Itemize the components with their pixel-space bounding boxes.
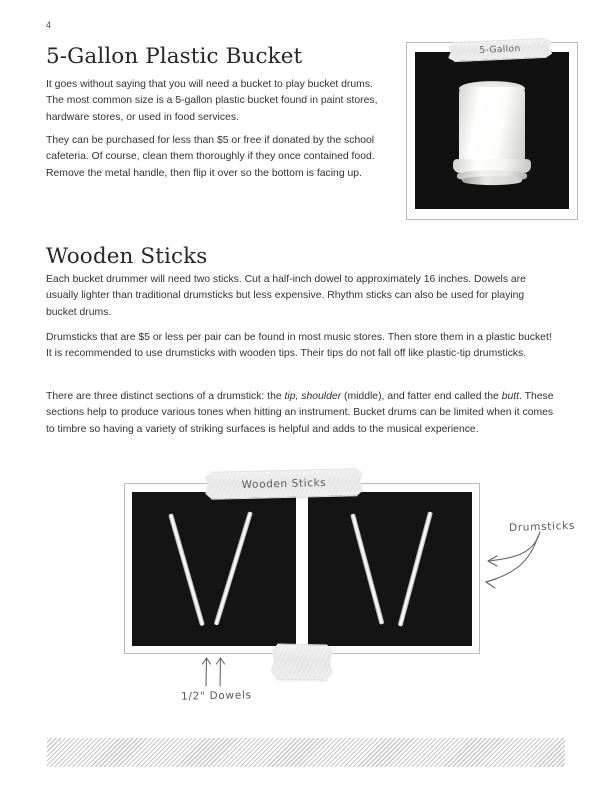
paragraph-sticks-3-text-a: There are three distinct sections of a drumstick: the [46, 391, 285, 402]
sticks-photo-left [132, 492, 296, 646]
bucket-illustration [453, 81, 531, 185]
paragraph-sticks-3-text-c: . These sections help to produce various tones when hitting an instrument. Bucket drums can be limited when it comes to timbre so having a variety of striking surfaces is helpful and adds to the musical experience. [46, 391, 554, 435]
paragraph-sticks-2: Drumsticks that are $5 or less per pair can be found in most music stores. Then store them in a plastic bucket! It is recommended to use drumsticks with wooden tips. Their tips do not fall off like plastic-tip drumsticks. [46, 332, 552, 360]
footer-hatch-band [47, 738, 565, 767]
tape-strip-center [277, 643, 328, 680]
arrows-up-icon [198, 653, 234, 687]
paragraph-sticks-3-italic-b: butt [501, 391, 520, 402]
heading-5-gallon-plastic-bucket: 5-Gallon Plastic Bucket [46, 44, 303, 69]
annotation-drumsticks: Drumsticks [508, 519, 576, 535]
paragraph-sticks-3-text-b: (middle), and fatter end called the [341, 391, 502, 402]
annotation-dowels: 1/2" Dowels [180, 689, 252, 703]
figure-wooden-sticks [124, 483, 480, 654]
bucket-photo [415, 52, 569, 209]
bucket-body [459, 87, 525, 165]
paragraph-bucket-2: They can be purchased for less than $5 or free if donated by the school cafeteria. Of course, clean them thoroughly if they once contained food. Remove the metal handle, then flip it over so the bottom is facing up. [46, 135, 375, 179]
heading-wooden-sticks: Wooden Sticks [46, 244, 208, 269]
paragraph-sticks-3 [46, 389, 556, 438]
bucket-rim-lower [462, 176, 522, 185]
dowel-stick [214, 511, 253, 625]
dowel-stick [398, 511, 433, 626]
page-number: 4 [46, 20, 52, 30]
tape-label-wooden-sticks: Wooden Sticks [211, 468, 358, 500]
figure-5-gallon-bucket [406, 42, 578, 220]
dowel-stick [350, 513, 384, 624]
tape-label-5-gallon: 5-Gallon [454, 38, 547, 62]
dowel-stick [168, 513, 205, 626]
curved-arrow-icon [478, 530, 570, 592]
paragraph-sticks-1: Each bucket drummer will need two sticks. Cut a half-inch dowel to approximately 16 inches. Dowels are usually lighter than traditional drumsticks but less expensive. Rhythm sticks can also be used for playing bucket drums. [46, 274, 526, 318]
paragraph-sticks-3-italic-a: tip, shoulder [284, 391, 342, 402]
sticks-photo-right [308, 492, 472, 646]
paragraph-bucket-1: It goes without saying that you will need a bucket to play bucket drums. The most common size is a 5-gallon plastic bucket found in paint stores, hardware stores, or used in food services. [46, 79, 378, 123]
